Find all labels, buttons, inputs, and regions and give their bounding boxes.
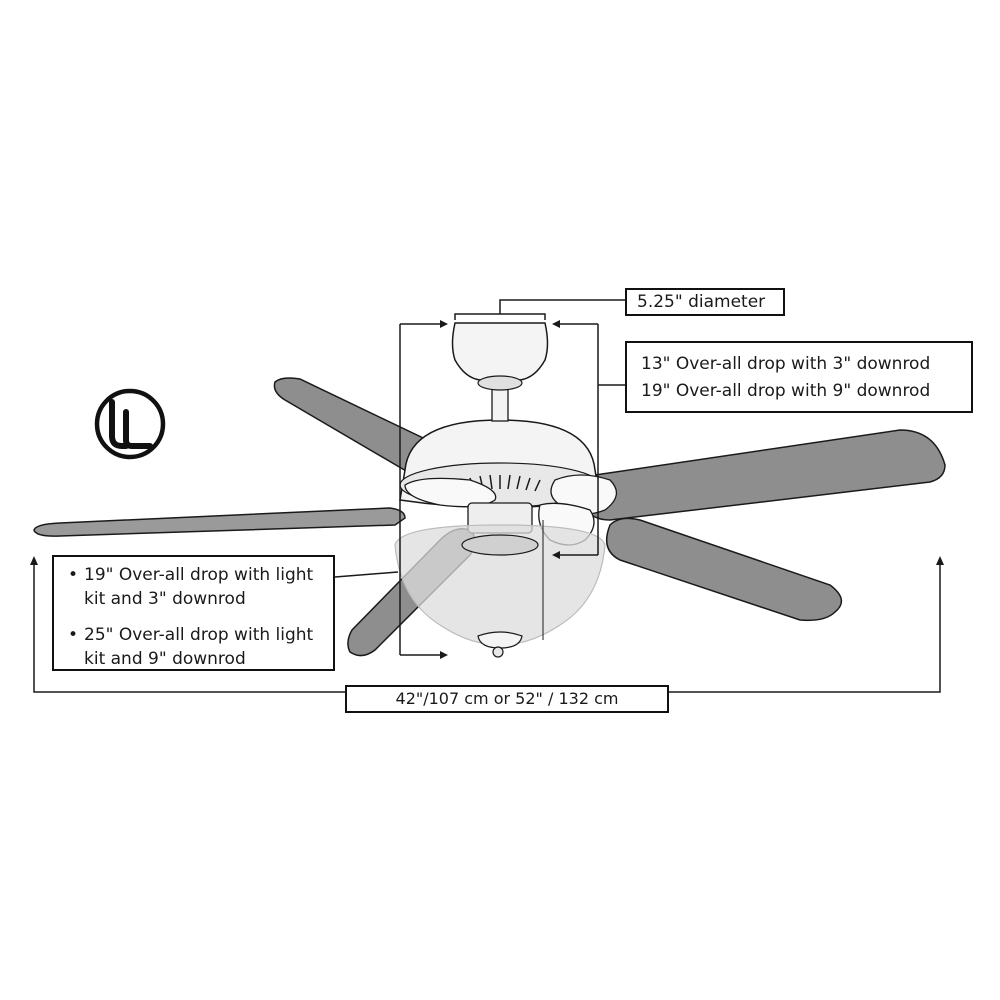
overall-drop-3in: 13" Over-all drop with 3" downrod — [641, 354, 931, 374]
diameter-label — [625, 288, 785, 316]
diameter-text: 5.25" diameter — [637, 292, 766, 312]
fan-blade-left — [34, 508, 405, 536]
canopy — [453, 323, 548, 390]
glass-bowl — [395, 520, 605, 657]
fan-blade-right — [585, 430, 945, 520]
light-kit-drop-9in-line2: kit and 9" downrod — [84, 649, 246, 669]
light-kit-drop-item — [68, 563, 333, 611]
overall-drop-9in: 19" Over-all drop with 9" downrod — [641, 381, 931, 401]
light-kit-drop-label — [52, 555, 335, 671]
overall-drop-label — [625, 341, 973, 413]
fan-blade-lower-right — [607, 518, 842, 620]
blade-span-text: 42"/107 cm or 52" / 132 cm — [395, 689, 619, 708]
light-kit-drop-3in-line1: • 19" Over-all drop with light — [84, 565, 314, 585]
light-kit-drop-3in-line2: kit and 3" downrod — [84, 589, 246, 609]
ul-listed-icon — [97, 391, 163, 457]
blade-span-label — [345, 685, 669, 713]
light-kit-drop-item — [68, 623, 333, 671]
light-kit-drop-9in-line1: • 25" Over-all drop with light — [84, 625, 314, 645]
